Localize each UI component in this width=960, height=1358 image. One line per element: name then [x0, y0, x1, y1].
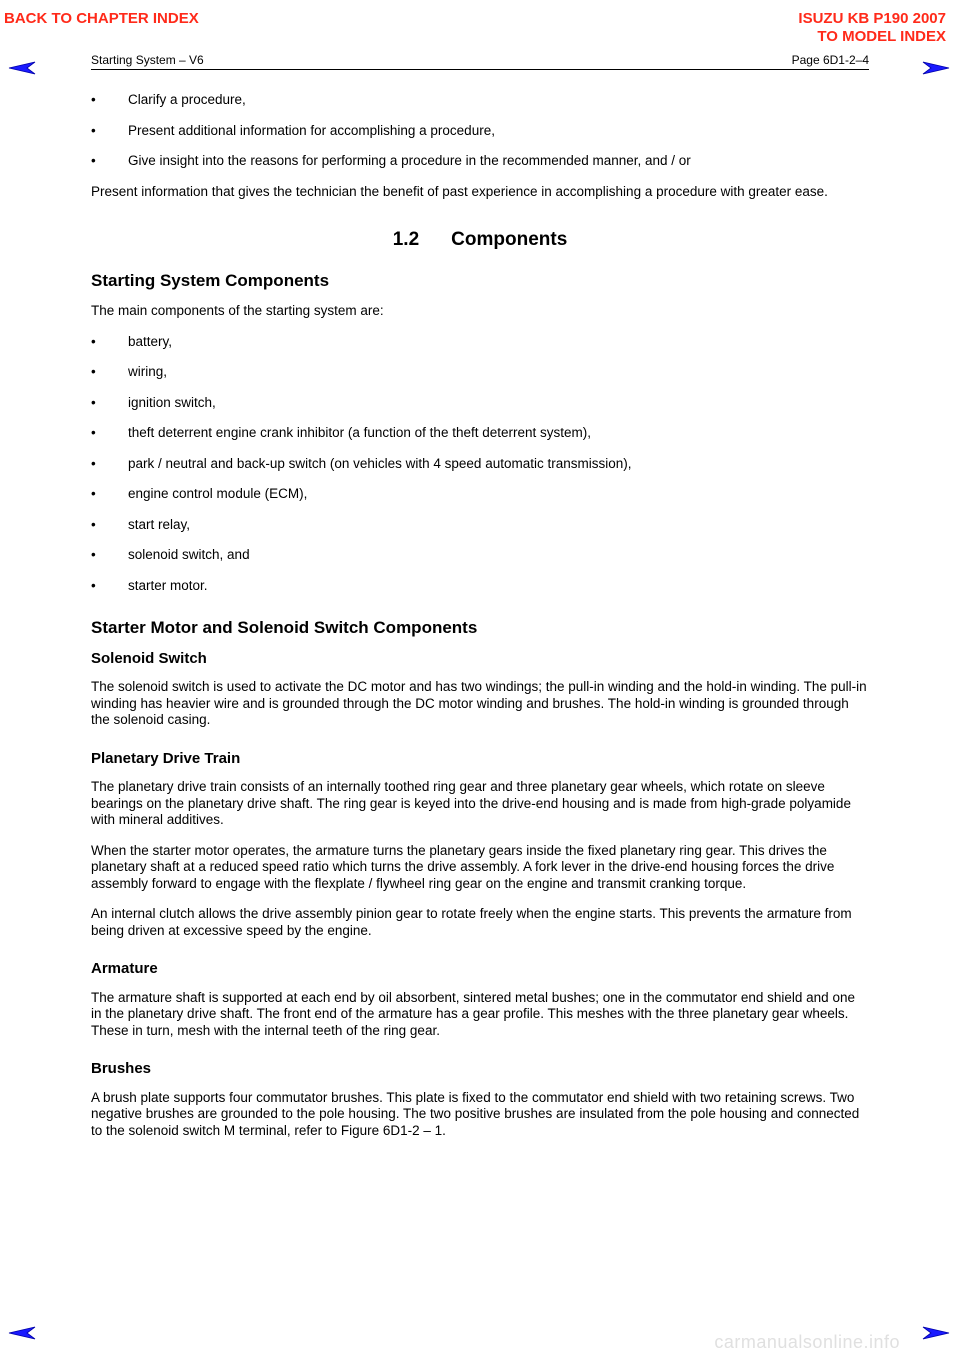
components-bullet-list [91, 334, 869, 595]
brushes-text: A brush plate supports four commutator brushes. This plate is fixed to the commutator end shield with two retaining screws. Two negative brushes are grounded to the pole housing. The two positive brushes are insulated from the pole housing and connected to the solenoid switch M terminal, refer to Figure 6D1-2 – 1. [91, 1089, 860, 1138]
list-item: • park / neutral and back-up switch (on vehicles with 4 speed automatic transmission), [91, 456, 869, 473]
intro-bullet-list [91, 92, 869, 170]
previous-page-arrow-icon[interactable] [8, 60, 36, 76]
watermark: carmanualsonline.info [714, 1332, 900, 1352]
list-item: • start relay, [91, 517, 869, 534]
previous-page-arrow-icon[interactable] [8, 1325, 36, 1341]
model-index-header [798, 10, 946, 46]
list-item: • Present additional information for accomplishing a procedure, [91, 123, 869, 140]
running-header-title: Starting System – V6 [91, 53, 204, 67]
solenoid-switch-text: The solenoid switch is used to activate the DC motor and has two windings; the pull-in winding and the hold-in winding. The pull-in winding has heavier wire and is grounded through the DC motor winding and brushes. The hold-in winding is grounded through the solenoid casing. [91, 679, 867, 727]
section-title: Components [451, 229, 568, 250]
planetary-drive-train-heading: Planetary Drive Train [91, 749, 241, 767]
to-model-index-link[interactable]: TO MODEL INDEX [817, 28, 946, 45]
starting-system-components-heading: Starting System Components [91, 270, 330, 290]
list-item: • Clarify a procedure, [91, 92, 869, 109]
running-header [91, 53, 869, 70]
intro-paragraph: Present information that gives the technician the benefit of past experience in accomplishing a procedure with greater ease. [91, 183, 828, 199]
list-item: • Give insight into the reasons for performing a procedure in the recommended manner, and / or [91, 153, 869, 170]
starter-motor-components-heading: Starter Motor and Solenoid Switch Components [91, 618, 478, 637]
section-number: 1.2 [392, 229, 420, 250]
list-item: • solenoid switch, and [91, 547, 869, 564]
list-item: • theft deterrent engine crank inhibitor (a function of the theft deterrent system), [91, 425, 869, 442]
starting-system-intro: The main components of the starting system are: [91, 303, 384, 318]
brushes-heading: Brushes [91, 1060, 152, 1077]
page-content [91, 92, 869, 1153]
next-page-arrow-icon[interactable] [922, 1325, 950, 1341]
back-to-chapter-index-link[interactable]: BACK TO CHAPTER INDEX [4, 10, 199, 27]
planetary-paragraph-2: When the starter motor operates, the armature turns the planetary gears inside the fixed planetary ring gear. This drives the planetary shaft at a reduced speed ratio which turns the drive assembly. A fork lever in the drive-end housing forces the drive assembly forward to engage with the flexplate / flywheel ring gear on the engine and transmit cranking torque. [91, 842, 835, 891]
list-item: • ignition switch, [91, 395, 869, 412]
planetary-paragraph-3: An internal clutch allows the drive assembly pinion gear to rotate freely when the engine starts. This prevents the armature from being driven at excessive speed by the engine. [91, 906, 852, 938]
list-item: • engine control module (ECM), [91, 486, 869, 503]
solenoid-switch-heading: Solenoid Switch [91, 649, 207, 667]
list-item: • battery, [91, 334, 869, 351]
list-item: • wiring, [91, 364, 869, 381]
running-header-page-number: Page 6D1-2–4 [791, 53, 869, 67]
armature-heading: Armature [91, 960, 158, 977]
section-heading [91, 229, 869, 250]
next-page-arrow-icon[interactable] [922, 60, 950, 76]
model-title-link[interactable]: ISUZU KB P190 2007 [798, 10, 946, 27]
planetary-paragraph-1: The planetary drive train consists of an internally toothed ring gear and three planetary gear wheels, which rotate on sleeve bearings on the planetary drive shaft. The ring gear is keyed into the drive-end housing and is made from high-grade polyamide with mineral additives. [91, 779, 851, 827]
armature-text: The armature shaft is supported at each end by oil absorbent, sintered metal bushes; one in the commutator end shield and one in the planetary drive shaft. The front end of the armature has a gear profile. This meshes with the three planetary gear wheels. These in turn, mesh with the internal teeth of the ring gear. [91, 989, 855, 1038]
list-item: • starter motor. [91, 578, 869, 595]
